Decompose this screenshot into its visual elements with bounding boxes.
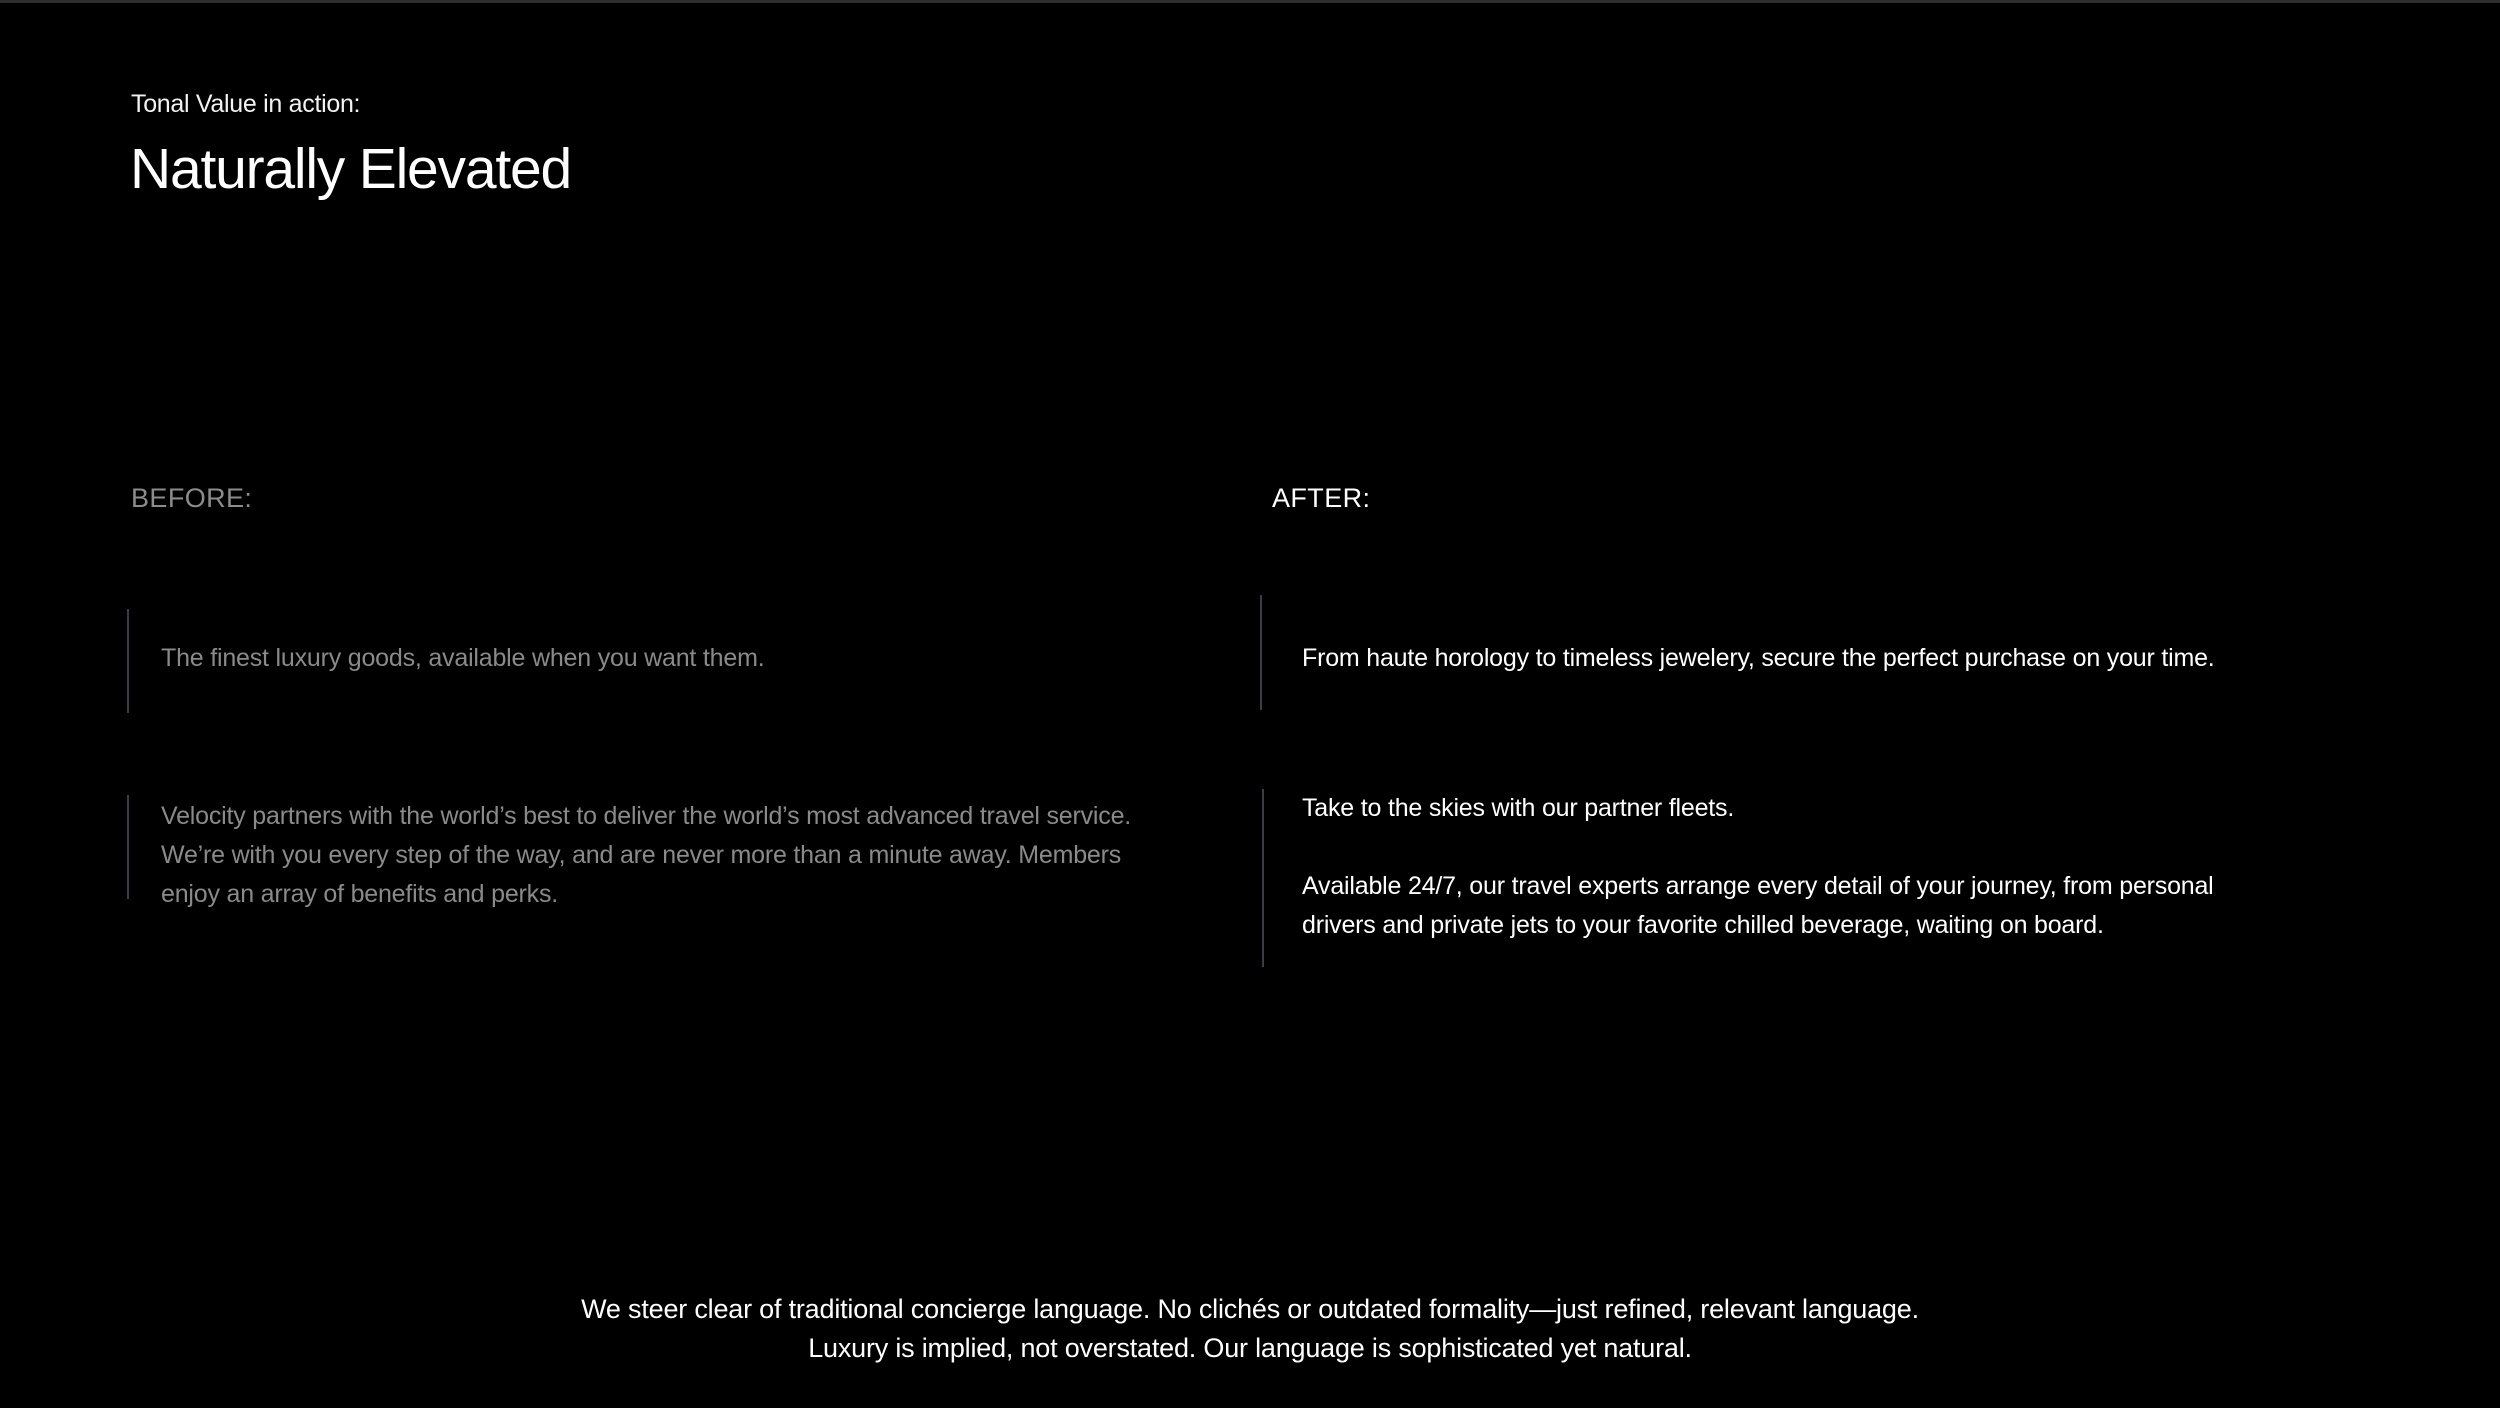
page-title: Naturally Elevated <box>130 137 571 201</box>
after-quote-1 <box>1260 595 2340 710</box>
before-quote-2 <box>127 795 1207 908</box>
footer-statement <box>0 1290 2500 1368</box>
before-quote-2-line-3: enjoy an array of benefits and perks. <box>161 880 559 908</box>
before-label: BEFORE: <box>131 483 253 513</box>
after-quote-2-body <box>1302 867 2342 945</box>
before-quote-1 <box>127 609 1207 713</box>
after-label: AFTER: <box>1272 483 1371 513</box>
before-quote-2-text <box>161 797 1207 914</box>
before-quote-1-line: The finest luxury goods, available when you want them. <box>161 644 765 672</box>
eyebrow-label: Tonal Value in action: <box>131 90 361 118</box>
after-quote-2 <box>1262 789 2342 967</box>
after-quote-2-line-1: Available 24/7, our travel experts arrange every detail of your journey, from personal <box>1302 872 2214 900</box>
after-quote-1-line: From haute horology to timeless jewelery, secure the perfect purchase on your time. <box>1302 644 2215 672</box>
before-quote-2-line-1: Velocity partners with the world’s best to deliver the world’s most advanced travel service. <box>161 802 1132 830</box>
footer-line-1: We steer clear of traditional concierge language. No clichés or outdated formality—just refined, relevant language. <box>581 1294 1919 1324</box>
footer-line-2: Luxury is implied, not overstated. Our language is sophisticated yet natural. <box>808 1333 1692 1363</box>
after-quote-2-intro: Take to the skies with our partner fleets. <box>1302 794 1735 822</box>
before-quote-2-line-2: We’re with you every step of the way, and are never more than a minute away. Members <box>161 841 1122 869</box>
after-quote-2-line-2: drivers and private jets to your favorite chilled beverage, waiting on board. <box>1302 911 2104 939</box>
